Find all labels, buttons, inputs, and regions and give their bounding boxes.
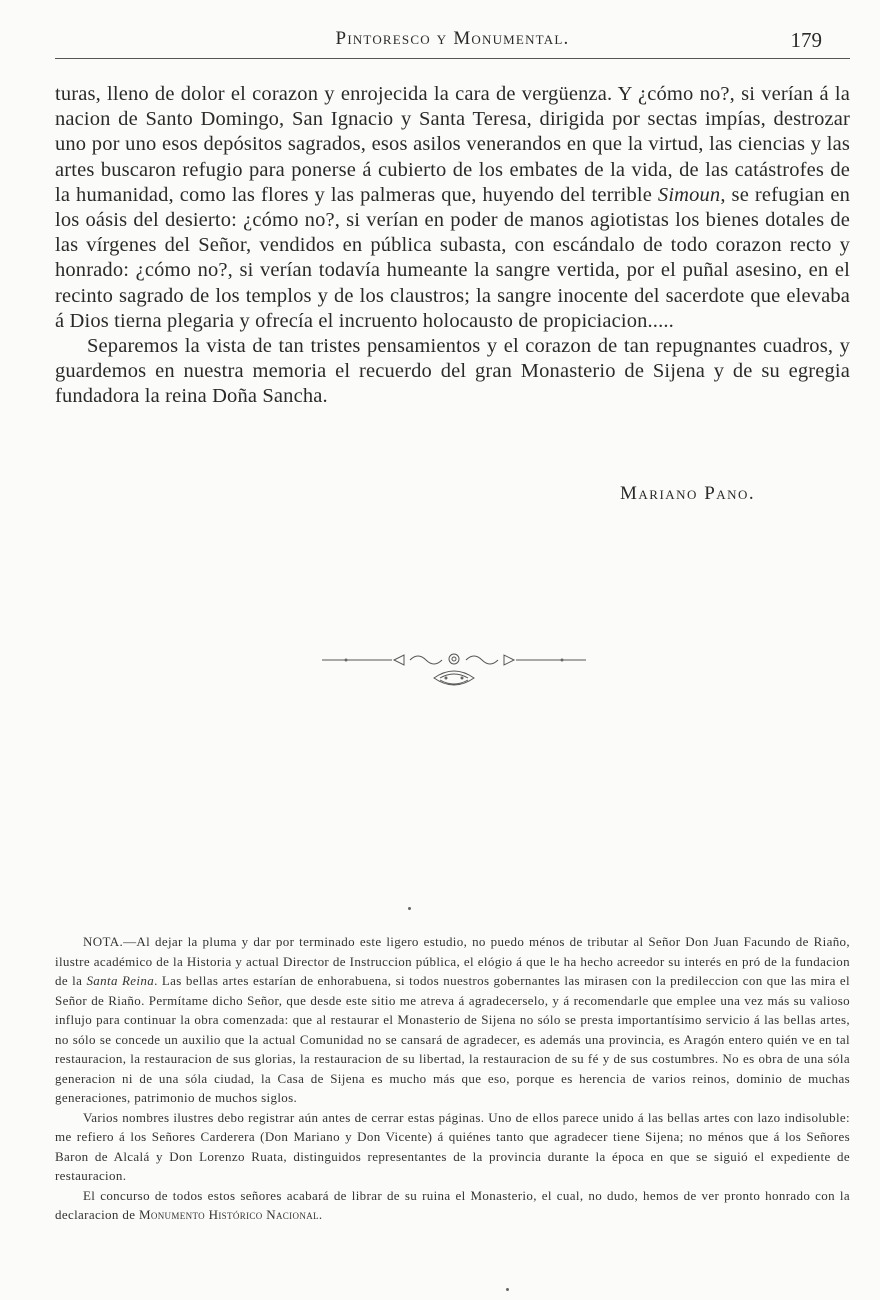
note-text-span: .: [318, 1207, 323, 1222]
author-signature: Mariano Pano.: [620, 483, 756, 504]
footnote: [55, 932, 850, 1225]
note-text-span: NOTA.—Al dejar la pluma y dar por terminado este ligero estudio, no puedo ménos de tributar al Señor Don Juan Facundo de Riaño, ilustre académico de la Historia y actual Director de Instruccion pública, el elógio á que le ha hecho acreedor su interés en pró de la fundacion de la: [55, 934, 850, 988]
running-title: Pintoresco y Monumental.: [335, 28, 570, 49]
body-paragraph-2: Separemos la vista de tan tristes pensamientos y el corazon de tan repugnantes cuadros, y guardemos en nuestra memoria el recuerdo del gran Monasterio de Sijena y de su egregia fundadora la reina Doña Sancha.: [55, 335, 850, 408]
note-paragraph-2: Varios nombres ilustres debo registrar aún antes de cerrar estas páginas. Uno de ellos parece unido á las bellas artes con lazo indisoluble: me refiero á los Señores Carderera (Don Mariano y Don Vicente) á quiénes tanto que agradecer tiene Sijena; no ménos que á los Señores Baron de Alcalá y Don Lorenzo Ruata, distinguidos representantes de la provincia durante la época en que se siguió el expediente de restauracion.: [55, 1109, 850, 1183]
ornament-divider-icon: [322, 648, 586, 698]
speck: [506, 1288, 509, 1291]
body-text-span: , se refugian en los oásis del desierto: ¿cómo no?, si verían en poder de manos agiotistas los bienes dotales de las vírgenes del Señor, vendidos en pública subasta, con escándalo de todo corazon recto y honrado: ¿cómo no?, si verían todavía humeante la sangre vertida, por el puñal asesino, en el recinto sagrado de los templos y de los claustros; la sangre inocente del sacerdote que elevaba á Dios tierna plegaria y ofrecía el incruento holocausto de propiciacion.....: [55, 183, 850, 332]
italic-word: Simoun: [657, 183, 721, 206]
header-rule: [55, 58, 850, 59]
italic-phrase: Santa Reina: [86, 973, 155, 988]
speck: [408, 907, 411, 910]
note-paragraph-1: [55, 932, 850, 1108]
body-text-span: turas, lleno de dolor el corazon y enrojecida la cara de vergüenza. Y ¿cómo no?, si verían á la nacion de Santo Domingo, San Ignacio y Santa Teresa, dirigida por sectas impías, destrozar uno por uno esos depósitos sagrados, esos asilos venerandos en que la virtud, las ciencias y las artes buscaron refugio para ponerse á cubierto de los embates de la vida, de las catástrofes de la humanidad, como las flores y las palmeras que, huyendo del terrible: [55, 83, 850, 206]
note-text-span: El concurso de todos estos señores acabará de librar de su ruina el Monasterio, el cual, no dudo, hemos de ver pronto honrado con la declaracion de: [55, 1187, 850, 1222]
note-text-span: . Las bellas artes estarían de enhorabuena, si todos nuestros gobernantes las mirasen con la predileccion con que las mira el Señor de Riaño. Permítame dicho Señor, que desde este sitio me atreva á agradecerselo, y á recomendarle que emplee una vez más su valioso influjo para continuar la obra comenzada: que al restaurar el Monasterio de Sijena no sólo se presta importantísimo servicio á las bellas artes, no sólo se concede un auxilio que la actual Comunidad no se cansará de agradecer, es además una provincia, es Aragón entero quién ve en tal restauracion, la restauracion de sus glorias, la restauracion de su libertad, la restauracion de su fé y de sus costumbres. No es obra de una sóla generacion ni de una sóla ciudad, la Casa de Sijena es mucho más que eso, porque es herencia de varios reinos, dominio de muchas generaciones, patrimonio de muchos siglos.: [55, 973, 850, 1105]
note-paragraph-3: [55, 1186, 850, 1225]
body-paragraph-1: [55, 82, 850, 334]
main-text: [55, 82, 850, 410]
page-number: 179: [790, 28, 822, 52]
small-caps-phrase: Monumento Histórico Nacional: [138, 1207, 319, 1222]
page-header: [55, 28, 850, 58]
